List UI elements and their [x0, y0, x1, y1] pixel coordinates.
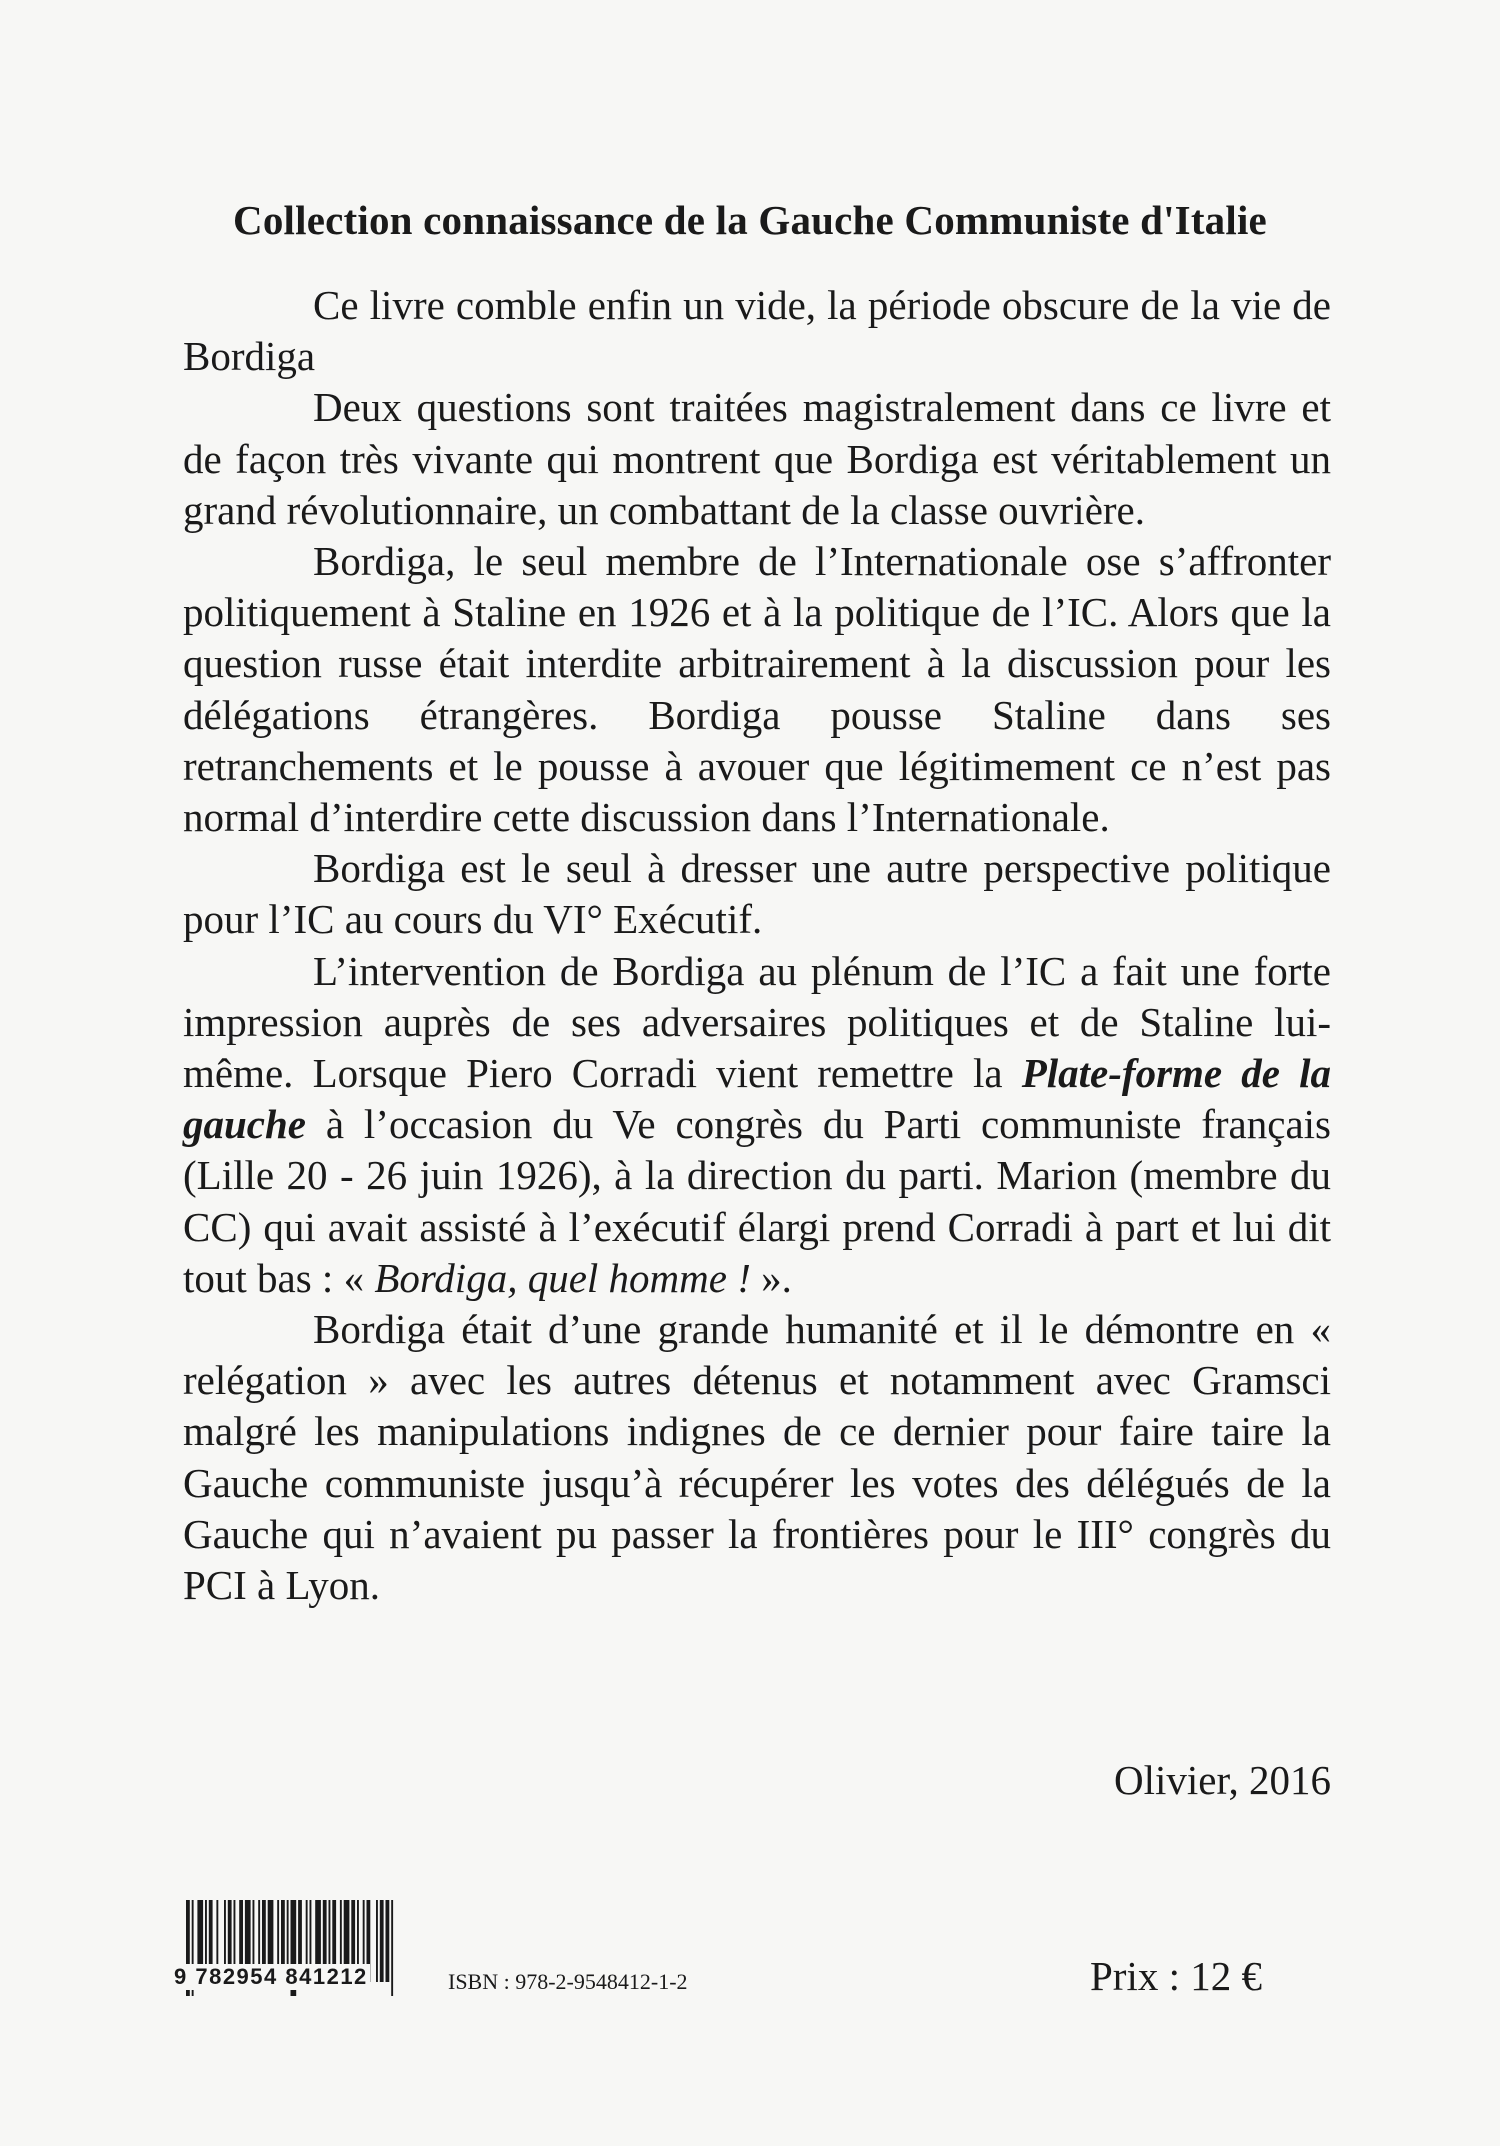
- barcode-bar: [380, 1900, 384, 1982]
- paragraph-3: Bordiga, le seul membre de l’Internationale ose s’affronter politiquement à Staline en 1926 et à la politique de l’IC. Alors que la question russe était interdite arbitrairement à la discussion pour les délégations étrangères. Bordiga pousse Staline dans ses retranchements et le pousse à avouer que légitimement ce n’est pas normal d’interdire cette discussion dans l’Internationale.: [183, 538, 1331, 841]
- barcode-digits: 9 782954 841212: [174, 1964, 368, 1989]
- isbn-number: ISBN : 978-2-9548412-1-2: [448, 1969, 688, 1994]
- paragraph-4: Bordiga est le seul à dresser une autre perspective politique pour l’IC au cours du VI° Exécutif.: [183, 845, 1331, 943]
- bordiga-quote: Bordiga, quel homme !: [374, 1254, 751, 1301]
- barcode-bar: [386, 1900, 390, 1982]
- paragraph-5-text-a: L’intervention de Bordiga au plénum de l’IC a fait une forte impression auprès de ses adversaires politiques et de Staline lui-même. Lorsque Piero Corradi vient remettre la: [183, 947, 1331, 1097]
- collection-heading: Collection connaissance de la Gauche Communiste d'Italie: [233, 197, 1267, 243]
- blurb-text: [183, 280, 1331, 1611]
- paragraph-6: Bordiga était d’une grande humanité et il le démontre en « relégation » avec les autres détenus et notamment avec Gramsci malgré les manipulations indignes de ce dernier pour faire taire la Gauche communiste jusqu’à récupérer les votes des délégués de la Gauche qui n’avaient pu passer la frontières pour le III° congrès du PCI à Lyon.: [183, 1306, 1331, 1609]
- paragraph-5: [183, 946, 1331, 1304]
- author-signature: Olivier, 2016: [1114, 1757, 1331, 1803]
- barcode-bar: [391, 1900, 393, 1996]
- barcode-bar: [376, 1900, 378, 1982]
- paragraph-5-text-c: ».: [750, 1254, 792, 1301]
- price-label: Prix : 12 €: [1090, 1953, 1262, 1999]
- paragraph-2: Deux questions sont traitées magistralement dans ce livre et de façon très vivante qui montrent que Bordiga est véritablement un grand révolutionnaire, un combattant de la classe ouvrière.: [183, 384, 1331, 533]
- platform-title: Plate-forme de la gauche: [183, 1050, 1331, 1148]
- paragraph-5-text-b: à l’occasion du Ve congrès du Parti communiste français (Lille 20 - 26 juin 1926), à la direction du parti. Marion (membre du CC) qui avait assisté à l’exécutif élargi prend Corradi à part et lui dit tout bas : «: [183, 1101, 1331, 1301]
- paragraph-1: Ce livre comble enfin un vide, la période obscure de la vie de Bordiga: [183, 282, 1331, 380]
